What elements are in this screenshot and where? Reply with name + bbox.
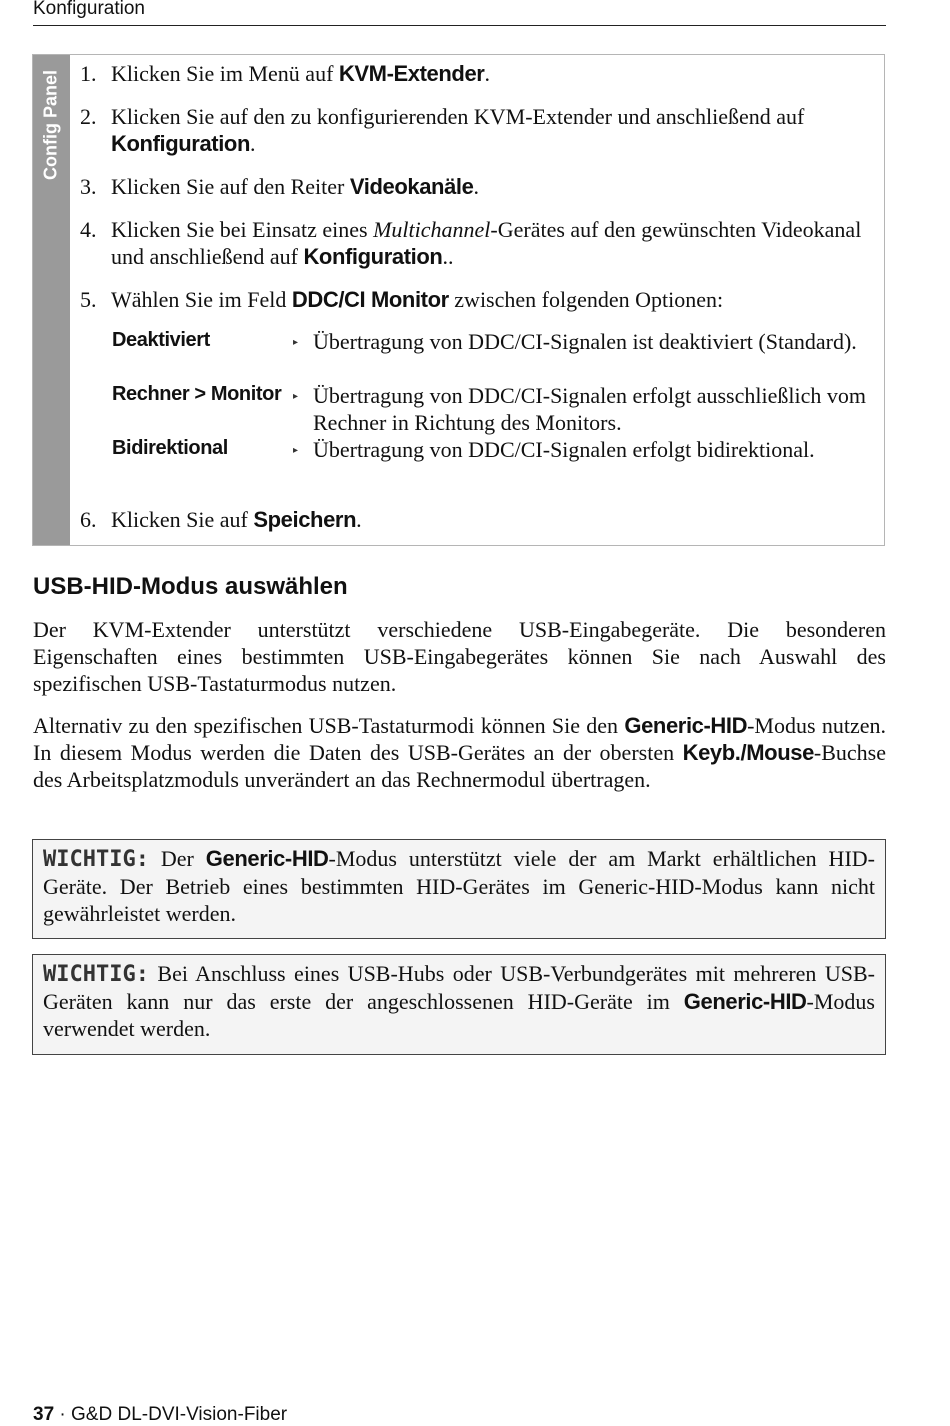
page-number: 37 — [33, 1404, 55, 1425]
step-text-part: . — [473, 174, 479, 199]
important-note-1 — [32, 839, 886, 939]
step-text-part: zwischen folgenden Optionen: — [448, 287, 724, 312]
paragraph-text-part: -Modus nutzen. In diesem Modus werden die Daten des USB-Gerätes an der obersten — [33, 713, 886, 765]
option-description: Übertragung von DDC/CI-Signalen ist deaktiviert (Standard). — [313, 329, 857, 354]
step-text-part: Klicken Sie auf — [111, 507, 254, 532]
option-name: Deaktiviert — [112, 329, 210, 351]
step-text-part: -Gerätes auf den gewünschten Videokanal und anschließend auf — [111, 217, 862, 269]
paragraph-generic-hid — [33, 712, 886, 793]
ui-term: Keyb./Mouse — [682, 740, 814, 765]
step-text-part: Klicken Sie bei Einsatz eines — [111, 217, 374, 242]
ui-term: Konfiguration — [303, 244, 443, 269]
note-label: WICHTIG: — [43, 847, 149, 872]
paragraph-intro: Der KVM-Extender unterstützt verschiedene USB-Eingabegeräte. Die besonderen Eigenschaften eines bestimmten USB-Eingabegerätes können Sie nach Auswahl des spezifischen USB-Tastaturmodus nutzen. — [33, 617, 886, 696]
step-number: 3. — [80, 174, 97, 199]
option-name: Rechner > Monitor — [112, 383, 282, 405]
step-text — [111, 103, 871, 157]
step-text — [111, 60, 871, 87]
note-text-part: -Modus unterstützt viele der am Markt erhältlichen HID-Geräte. Der Betrieb eines bestimmten HID-Gerätes im Generic-HID-Modus kann nicht gewährleistet werden. — [43, 846, 875, 926]
important-note-2 — [32, 954, 886, 1055]
ui-term: Generic-HID — [624, 713, 748, 738]
step-text-part: . — [356, 507, 362, 532]
step-text — [111, 286, 871, 313]
step-text-part: Klicken Sie auf den Reiter — [111, 174, 350, 199]
step-text-part: Wählen Sie im Feld — [111, 287, 292, 312]
option-description: Übertragung von DDC/CI-Signalen erfolgt bidirektional. — [313, 437, 815, 462]
step-number: 4. — [80, 217, 97, 242]
page-header-title: Konfiguration — [33, 0, 145, 19]
step-text-part: . — [250, 131, 256, 156]
note-text-part: Bei Anschluss eines USB-Hubs oder USB-Verbundgerätes mit mehreren USB-Geräten kann nur das erste der angeschlossenen HID-Geräte im — [43, 961, 875, 1014]
page-footer — [33, 1404, 287, 1426]
bullet-arrow-icon: ▸ — [293, 337, 299, 348]
step-number: 2. — [80, 104, 97, 129]
note-text-part: Der — [148, 846, 206, 871]
footer-title: G&D DL-DVI-Vision-Fiber — [71, 1404, 288, 1425]
note-label: WICHTIG: — [43, 962, 149, 987]
config-panel-tab — [33, 55, 70, 545]
step-number: 1. — [80, 61, 97, 86]
ui-term: Generic-HID — [205, 846, 329, 871]
step-text — [111, 506, 871, 533]
paragraph-text-part: Alternativ zu den spezifischen USB-Tastaturmodi können Sie den — [33, 713, 625, 738]
step-text-part: .. — [442, 244, 454, 269]
step-number: 5. — [80, 287, 97, 312]
ui-term: Konfiguration — [111, 131, 250, 156]
step-text-part: . — [484, 61, 490, 86]
step-number: 6. — [80, 507, 97, 532]
ui-term: Speichern — [253, 507, 357, 532]
config-panel-tab-label: Config Panel — [40, 69, 61, 181]
note-text-part: -Modus verwendet werden. — [43, 989, 875, 1041]
step-text-part: Klicken Sie im Menü auf — [111, 61, 339, 86]
ui-term: KVM-Extender — [338, 61, 485, 86]
italic-term: Multichannel — [373, 217, 491, 242]
bullet-arrow-icon: ▸ — [293, 445, 299, 456]
step-text — [111, 216, 871, 270]
option-name: Bidirektional — [112, 437, 228, 459]
bullet-arrow-icon: ▸ — [293, 391, 299, 402]
ui-term: DDC/CI Monitor — [291, 287, 449, 312]
step-text — [111, 173, 871, 200]
ui-term: Videokanäle — [349, 174, 474, 199]
step-text-part: Klicken Sie auf den zu konfigurierenden KVM-Extender und anschließend auf — [111, 104, 805, 129]
footer-separator: · — [54, 1404, 72, 1425]
paragraph-text-part: -Buchse des Arbeitsplatzmoduls unverändert an das Rechnermodul übertragen. — [33, 740, 886, 792]
section-heading: USB-HID-Modus auswählen — [33, 573, 348, 600]
header-divider — [33, 25, 886, 26]
option-description: Übertragung von DDC/CI-Signalen erfolgt ausschließlich vom Rechner in Richtung des Monitors. — [313, 383, 866, 435]
ui-term: Generic-HID — [683, 989, 807, 1014]
